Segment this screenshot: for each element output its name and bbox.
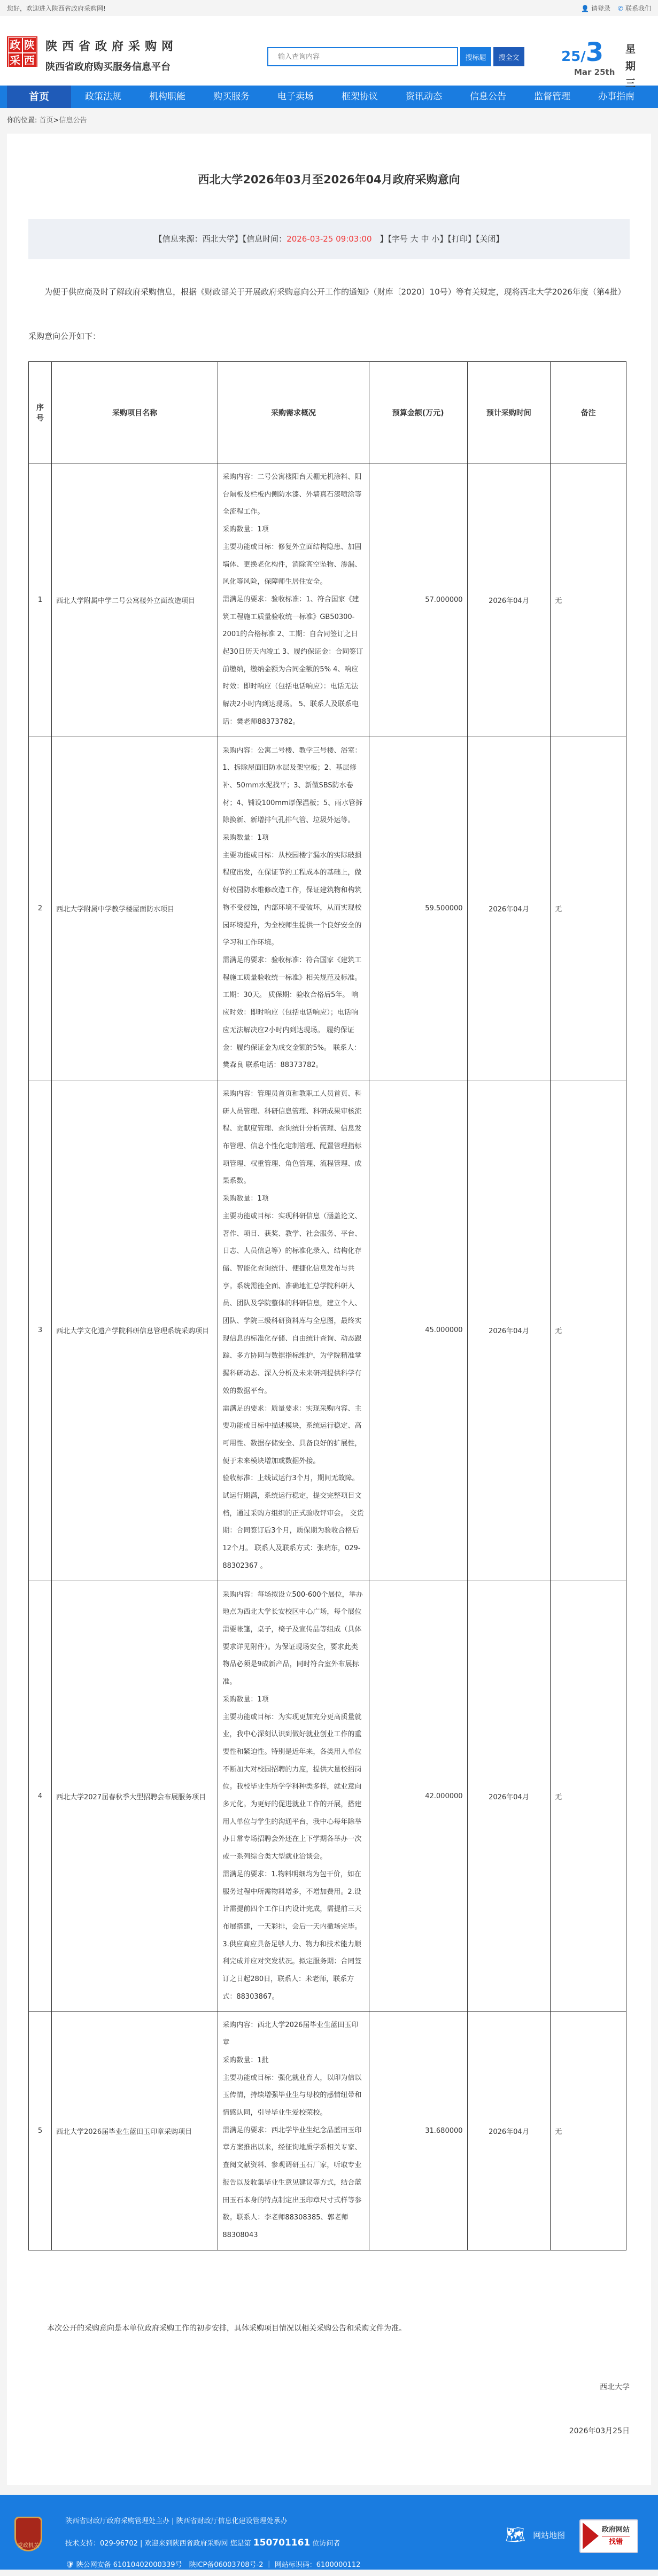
table-row (29, 1581, 626, 2012)
requirement-paragraph: 主要功能或目标：修复外立面结构隐患、加固墙体、更换老化构件，消除高空坠物、渗漏、风化等风险，保障师生居住安全。 (222, 543, 362, 586)
phone-icon: ✆ (617, 4, 623, 12)
column-header: 预算金额(万元) (369, 362, 467, 463)
requirement-paragraph: 采购内容：西北大学2026届毕业生蓝田玉印章 (222, 2021, 359, 2047)
requirement-paragraph: 采购数量：1项 (222, 1195, 269, 1203)
logo-char: 陕 (22, 37, 37, 53)
registration-text[interactable]: 陕公网安备 61010402000339号 陕ICP备06003708号-2 ｜ 网站标识码：6100000112 (76, 2560, 361, 2569)
column-header: 采购项目名称 (52, 362, 218, 463)
print-link[interactable]: 【打印】 (447, 234, 476, 244)
requirement-paragraph: 采购数量：1项 (222, 525, 269, 534)
visitor-suffix: 位访问者 (312, 2539, 340, 2548)
weekday: 星期三 (625, 43, 636, 89)
info-time: 2026-03-25 09:03:00 (287, 234, 372, 244)
sitemap-link[interactable] (505, 2526, 565, 2544)
intro-paragraph: 为便于供应商及时了解政府采购信息，根据《财政部关于开展政府采购意向公开工作的通知》（财库〔2020〕10号）等有关规定，现将西北大学2026年度（第4批）采购意向公开如下： (28, 287, 626, 341)
requirement-paragraph: 主要功能或目标：实现科研信息（涵盖论文、著作、项目、获奖、教学、社会服务、平台、日志、人员信息等）的标准化录入、结构化存储、智能化查询统计、便捷化信息发布与共享。系统需能全面、准确地汇总学院科研人员、团队及学院整体的科研信息，建立个人、团队、学院三级科研资料库与全息图，最终实现信息的标准化存储、自由统计查询、动态跟踪、多方协同与数据指标维护，为学院精准掌握科研动态、深入分析及未来研判提供科学有效的数据平台。 (222, 1212, 362, 1395)
requirement-paragraph: 需满足的要求：1.物料明细均为包干价，如在服务过程中所需物料增多，不增加费用。2.设计需提前四个工作日内设计完成，需提前三天布展搭建，一天彩排，会后一天内撤场完毕。 3.供应商应具备足够人力、物力和技术能力顺利完成并应对突发状况。拟定服务期：合同签订之日起280日，联系人：米老师，联系方式：88303867。 (222, 1870, 362, 2001)
breadcrumb-separator: > (53, 117, 59, 125)
nav-item[interactable]: 购买服务 (213, 91, 250, 102)
project-name: 西北大学2026届毕业生蓝田玉印章采购项目 (52, 2012, 218, 2250)
site-name (45, 37, 178, 73)
site-logo[interactable] (7, 36, 37, 67)
nav-item[interactable]: 办事指南 (598, 91, 634, 102)
map-icon: 🗺 (505, 2525, 526, 2544)
budget-amount: 42.000000 (369, 1581, 467, 2012)
nav-item[interactable]: 政策法规 (85, 91, 121, 102)
breadcrumb-label: 你的位置: (7, 117, 37, 125)
findbug-magnifier-icon (583, 2523, 599, 2549)
planned-time: 2026年04月 (467, 2012, 551, 2250)
logo-char: 采 (8, 53, 22, 68)
main-nav (0, 86, 658, 108)
info-time-label: 【信息时间： (242, 234, 287, 244)
site-subtitle: 陕西省政府购买服务信息平台 (45, 61, 171, 73)
logo-char: 政 (8, 37, 22, 53)
requirement-paragraph: 需满足的要求：西北学毕业生纪念品蓝田玉印章方案推出以来，经征询地质学系相关专家、查阅文献资料、参观调研玉石厂家，听取专业报告以及收集毕业生意见建议等方式，结合蓝田玉石本身的特点制定出玉印章尺寸式样等参数。联系人：李老师88308385、郭老师88308043 (222, 2126, 362, 2239)
breadcrumb (0, 108, 658, 134)
requirement-paragraph: 主要功能或目标：强化就业育人，以印为信以玉传情，持续增强毕业生与母校的感情纽带和情感认同，引导毕业生爱校荣校。 (222, 2074, 362, 2117)
requirement-paragraph: 需满足的要求：验收标准：1、符合国家《建筑工程施工质量验收统一标准》GB50300-2001的合格标准 2、工期：自合同签订之日起30日历天内竣工 3、履约保证金：合同签订前缴纳，缴纳金额为合同金额的5% 4、响应时效：即时响应（包括电话响应）：电话无法解决2小时内到达现场。 5、联系人及联系电话：樊老师88373782。 (222, 595, 363, 726)
planned-time: 2026年04月 (467, 1581, 551, 2012)
info-source: 【信息来源：西北大学】 (154, 234, 243, 244)
login-link[interactable] (581, 4, 610, 13)
table-row (29, 1080, 626, 1581)
requirement-summary (218, 463, 369, 737)
disclaimer-note: 本次公开的采购意向是本单位政府采购工作的初步安排，具体采购项目情况以相关采购公告和采购文件为准。 (47, 2324, 406, 2333)
project-name: 西北大学2027届春秋季大型招聘会布展服务项目 (52, 1581, 218, 2012)
table-row (29, 463, 626, 737)
date-english: Mar 25th (574, 67, 615, 77)
budget-amount: 59.500000 (369, 737, 467, 1080)
font-size-control[interactable]: 【字号 大 中 小】 (388, 234, 448, 244)
footer-support (65, 2532, 360, 2555)
support-text: 技术支持：029-96702 | 欢迎来到陕西省政府采购网 您是第 (65, 2539, 251, 2548)
requirement-summary (218, 1080, 369, 1581)
emblem-label: 党政机关 (18, 2542, 39, 2549)
requirement-paragraph: 主要功能或目标：为实现更加充分更高质量就业，我中心深刻认识到做好就业创业工作的重要性和紧迫性。特别是近年来，各类用人单位不断加大对校园招聘的力度，提供大量校招岗位。我校毕业生所学学科种类多样，就业意向多元化。为更好的促进就业工作的开展，搭建用人单位与学生的沟通平台，我中心每年除举办日常专场招聘会外还在上下学期各举办一次或一系列综合类大型就业洽谈会。 (222, 1713, 362, 1861)
page-title: 西北大学2026年03月至2026年04月政府采购意向 (198, 173, 460, 186)
nav-item[interactable]: 监督管理 (534, 91, 570, 102)
police-badge-icon: 🛡 (65, 2560, 74, 2569)
nav-item[interactable]: 资讯动态 (406, 91, 442, 102)
signer: 西北大学 (600, 2382, 630, 2392)
close-link[interactable]: 【关闭】 (475, 234, 504, 244)
gov-site-findbug-button[interactable] (579, 2519, 638, 2553)
requirement-paragraph: 需满足的要求：质量要求：实现采购内容、主要功能或目标中描述模块，系统运行稳定、高可用性、数据存储安全、具备良好的扩展性，便于未来模块增加或数据外接。 (222, 1404, 362, 1465)
logo-char: 西 (22, 53, 37, 68)
visitor-count: 150701161 (253, 2537, 311, 2548)
requirement-paragraph: 需满足的要求：验收标准：符合国家《建筑工程施工质量验收统一标准》相关规范及标准。工期：30天。 质保期：验收合格后5年。 响应时效：即时响应（包括电话响应）；电话响应无法解决应2小时内到达现场。 履约保证金：履约保证金为成交金额的5%。 联系人：樊森良 联系电话：88373782。 (222, 956, 362, 1070)
user-icon: 👤 (580, 4, 589, 12)
contact-link[interactable] (618, 4, 651, 13)
remark: 无 (551, 463, 626, 737)
footer-registration (65, 2555, 360, 2576)
procurement-table (28, 361, 626, 2250)
info-time-end: 】 (380, 234, 388, 244)
article-panel (7, 134, 651, 2485)
budget-amount: 45.000000 (369, 1080, 467, 1581)
column-header: 备注 (551, 362, 626, 463)
column-header: 序号 (29, 362, 52, 463)
requirement-summary (218, 1581, 369, 2012)
table-header-row (29, 362, 626, 463)
breadcrumb-current[interactable]: 信息公告 (59, 117, 87, 125)
remark: 无 (551, 2012, 626, 2250)
requirement-summary (218, 737, 369, 1080)
findbug-top: 政府网站 (602, 2525, 630, 2534)
requirement-paragraph: 采购数量：1批 (222, 2056, 269, 2064)
nav-item[interactable]: 框架协议 (342, 91, 378, 102)
date-display: 25/3 Mar 25th (561, 37, 615, 77)
table-row (29, 737, 626, 1080)
welcome-text: 您好，欢迎进入陕西省政府采购网! (7, 4, 106, 12)
nav-item[interactable]: 首页 (7, 86, 71, 108)
date-month: 3 (585, 37, 604, 67)
search-title-button[interactable]: 搜标题 (460, 47, 491, 66)
requirement-paragraph: 采购数量：1项 (222, 834, 269, 842)
search-bar (267, 47, 524, 66)
budget-amount: 57.000000 (369, 463, 467, 737)
requirement-paragraph: 验收标准：上线试运行3个月，期间无故障。试运行期满，系统运行稳定，提交完整项目文档，通过采购方组织的正式验收评审会。 交货期：合同签订后3个月，质保期为验收合格后12个月。 联系人及联系方式：张瑞东，029-88302367 。 (222, 1474, 364, 1570)
header (0, 16, 658, 89)
requirement-paragraph: 采购内容：每场拟设立500-600个展位，举办地点为西北大学长安校区中心广场，每个展位需要帐篷，桌子，椅子及宣传品等组成（具体要求详见附件）。为保证现场安全，要求此类物品必须是9成新产品，同时符合室外布展标准。 (222, 1590, 363, 1687)
footer-sponsor: 陕西省财政厅政府采购管理处主办 | 陕西省财政厅信息化建设管理处承办 (65, 2517, 288, 2525)
planned-time: 2026年04月 (467, 737, 551, 1080)
row-number: 3 (29, 1080, 52, 1581)
row-number: 5 (29, 2012, 52, 2250)
footer (0, 2495, 658, 2570)
project-name: 西北大学附属中学教学楼屋面防水项目 (52, 737, 218, 1080)
search-fulltext-button[interactable]: 搜全文 (493, 47, 524, 66)
nav-item[interactable]: 信息公告 (470, 91, 506, 102)
article-meta (28, 219, 630, 259)
party-government-emblem-icon[interactable] (14, 2517, 42, 2551)
requirement-paragraph: 主要功能或目标：从校园楼宇漏水的实际破损程度出发，在保证节约工程成本的基础上，做好校园防水维修改造工作，保证建筑物和构筑物不受侵蚀，内部环境不受破坏，从而实现校园环境提升，为全校师生提供一个良好安全的学习和工作环境。 (222, 851, 362, 947)
project-name: 西北大学文化遗产学院科研信息管理系统采购项目 (52, 1080, 218, 1581)
planned-time: 2026年04月 (467, 1080, 551, 1581)
search-input[interactable] (267, 47, 458, 66)
row-number: 4 (29, 1581, 52, 2012)
remark: 无 (551, 1581, 626, 2012)
budget-amount: 31.680000 (369, 2012, 467, 2250)
row-number: 2 (29, 737, 52, 1080)
requirement-paragraph: 采购内容：管理员首页和教职工人员首页、科研人员管理、科研信息管理、科研成果审核流程、贡献度管理、查询统计分析管理、信息发布管理、信息个性化定制管理、配置管理指标项管理、权重管理、角色管理、流程管理、成果系数。 (222, 1089, 362, 1186)
sign-date: 2026年03月25日 (569, 2426, 630, 2435)
requirement-summary (218, 2012, 369, 2250)
findbug-bottom: 找错 (602, 2536, 630, 2548)
requirement-paragraph: 采购内容：公寓二号楼、教学三号楼、浴室：1、拆除屋面旧防水层及架空板；2、基层修补、50mm水泥找平；3、新做SBS防水卷材；4、铺设100mm厚保温板；5、雨水管拆除换新、新增排气孔排气管、垃圾外运等。 (222, 746, 362, 825)
requirement-paragraph: 采购内容：二号公寓楼阳台天棚无机涂料、阳台隔板及栏板内侧防水漆、外墙真石漆喷涂等全流程工作。 (222, 473, 362, 516)
breadcrumb-home[interactable]: 首页 (39, 117, 53, 125)
column-header: 预计采购时间 (467, 362, 551, 463)
requirement-paragraph: 采购数量：1项 (222, 1695, 269, 1704)
row-number: 1 (29, 463, 52, 737)
site-title: 陕西省政府采购网 (45, 40, 179, 53)
remark: 无 (551, 737, 626, 1080)
nav-item[interactable]: 电子卖场 (277, 91, 314, 102)
planned-time: 2026年04月 (467, 463, 551, 737)
project-name: 西北大学附属中学二号公寓楼外立面改造项目 (52, 463, 218, 737)
table-row (29, 2012, 626, 2250)
column-header: 采购需求概况 (218, 362, 369, 463)
date-day: 25 (561, 49, 581, 65)
remark: 无 (551, 1080, 626, 1581)
login-label: 请登录 (591, 4, 610, 12)
nav-item[interactable]: 机构职能 (149, 91, 185, 102)
contact-label: 联系我们 (625, 4, 651, 12)
top-bar (0, 0, 658, 16)
sitemap-label: 网站地图 (533, 2530, 566, 2540)
signature (28, 2365, 630, 2453)
